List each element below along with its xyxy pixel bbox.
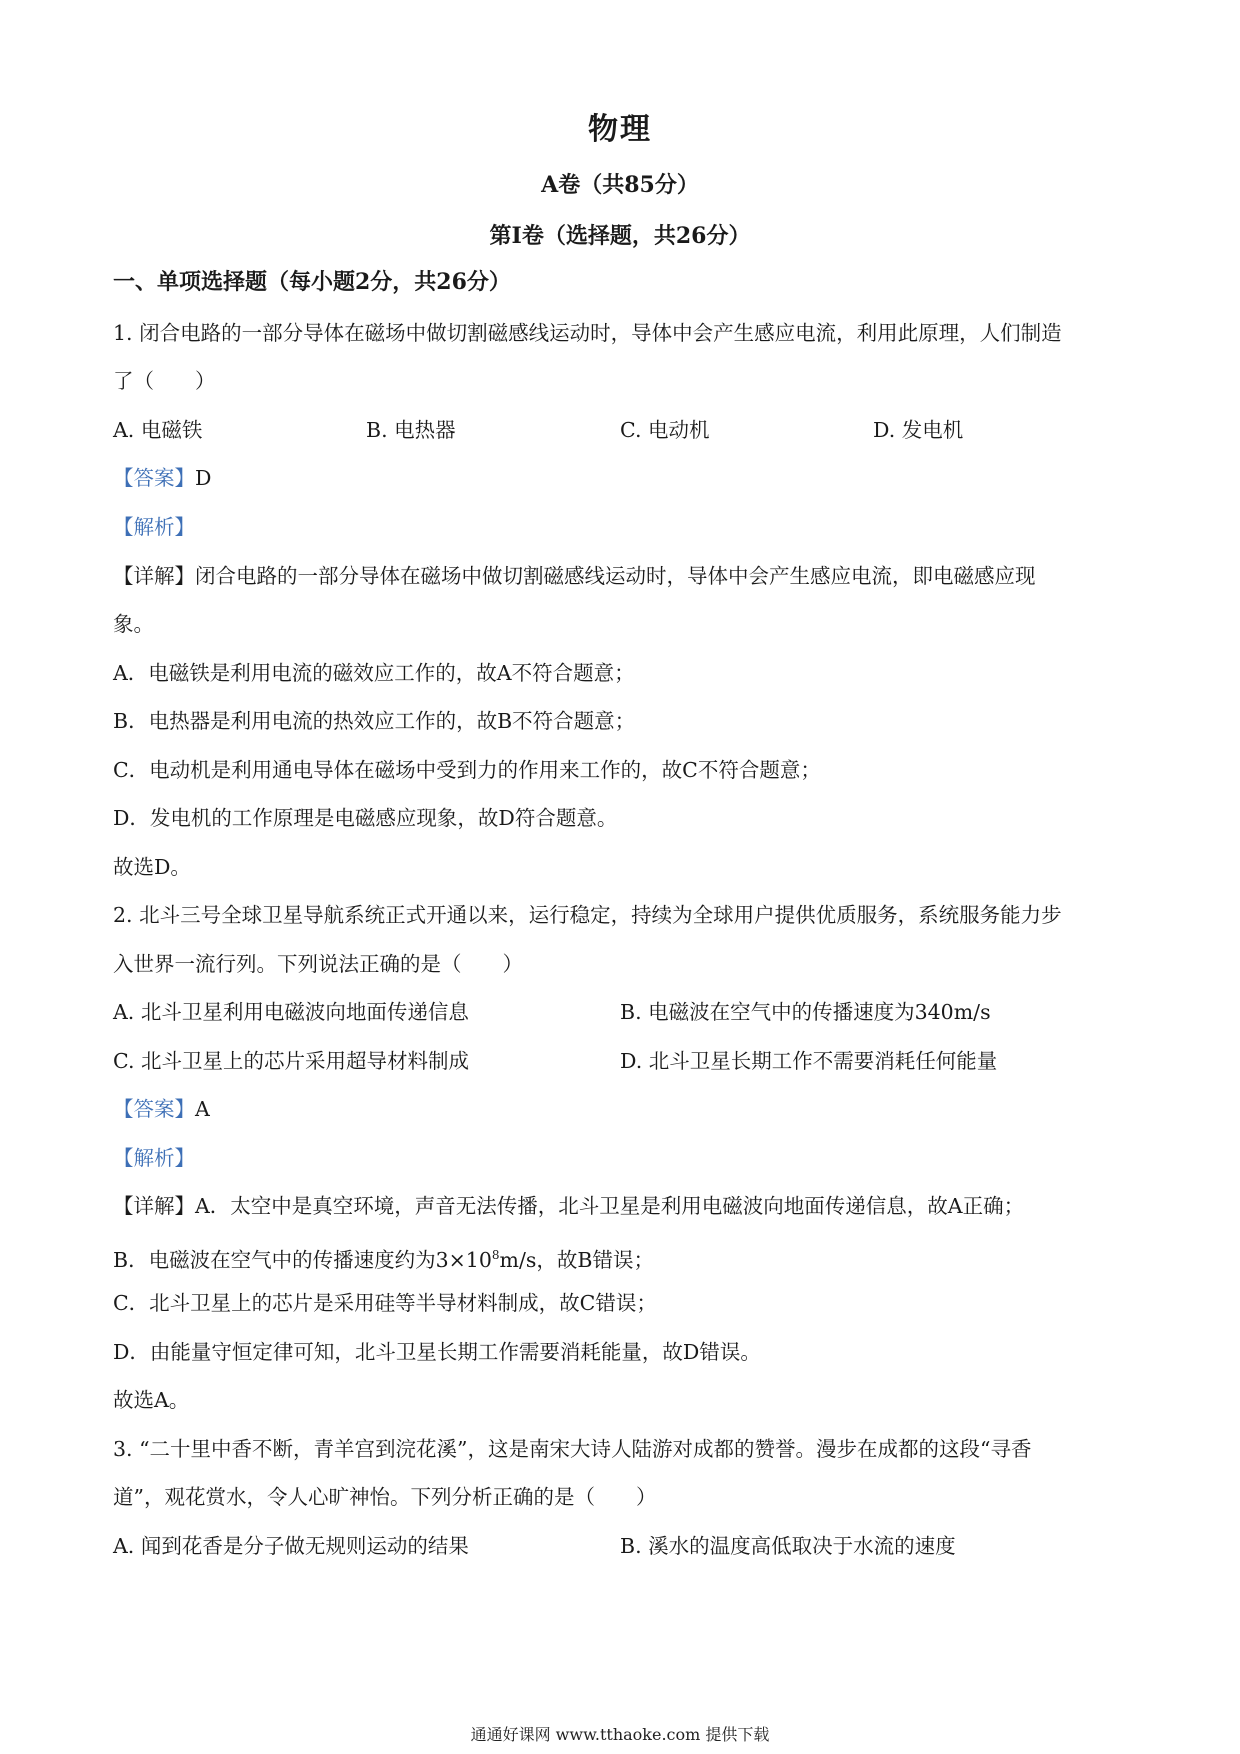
q1-option-d: D. 发电机 [873, 418, 964, 442]
q1-detail-line-2: 象。 [113, 612, 154, 636]
q2-option-b: B. 电磁波在空气中的传播速度为340m/s [620, 1000, 991, 1024]
part-i-heading: 第I卷（选择题，共26分） [489, 223, 751, 249]
q1-stem-line-1: 1. 闭合电路的一部分导体在磁场中做切割磁感线运动时，导体中会产生感应电流，利用此原理，人们制造 [113, 321, 1062, 345]
q2-detail-line-1 [113, 1191, 1024, 1221]
detail-tag: 【详解】 [113, 564, 195, 588]
q1-analysis-tag: 【解析】 [113, 515, 195, 539]
answer-value: A [195, 1097, 210, 1121]
q1-detail-line-1 [113, 561, 1036, 591]
q1-option-c: C. 电动机 [620, 418, 710, 442]
answer-tag: 【答案】 [113, 466, 195, 490]
q1-explain-c: C．电动机是利用通电导体在磁场中受到力的作用来工作的，故C不符合题意； [113, 758, 821, 782]
q3-stem-line-2: 道”，观花赏水，令人心旷神怡。下列分析正确的是（ ） [113, 1485, 657, 1509]
q1-stem-line-2: 了（ ） [113, 369, 216, 393]
q2-option-c: C. 北斗卫星上的芯片采用超导材料制成 [113, 1049, 469, 1073]
q2-stem-line-1: 2. 北斗三号全球卫星导航系统正式开通以来，运行稳定，持续为全球用户提供优质服务，系统服务能力步 [113, 903, 1062, 927]
q2-option-d: D. 北斗卫星长期工作不需要消耗任何能量 [620, 1049, 998, 1073]
q3-option-b: B. 溪水的温度高低取决于水流的速度 [620, 1534, 956, 1558]
page-footer: 通通好课网 www.tthaoke.com 提供下载 [470, 1725, 770, 1744]
q2-stem-line-2: 入世界一流行列。下列说法正确的是（ ） [113, 952, 523, 976]
q1-explain-d: D．发电机的工作原理是电磁感应现象，故D符合题意。 [113, 806, 618, 830]
detail-tag: 【详解】 [113, 1194, 195, 1218]
answer-tag: 【答案】 [113, 1097, 195, 1121]
answer-value: D [195, 466, 212, 490]
exponent: 8 [491, 1248, 500, 1262]
section-heading: 一、单项选择题（每小题2分，共26分） [113, 269, 511, 295]
part-a-heading: A卷（共85分） [541, 172, 699, 198]
explain-b-pre: B．电磁波在空气中的传播速度约为3×10 [113, 1248, 492, 1272]
q2-conclusion: 故选A。 [113, 1388, 190, 1412]
q2-explain-d: D．由能量守恒定律可知，北斗卫星长期工作需要消耗能量，故D错误。 [113, 1340, 761, 1364]
q2-answer [113, 1094, 210, 1124]
q2-explain-c: C．北斗卫星上的芯片是采用硅等半导材料制成，故C错误； [113, 1291, 657, 1315]
q1-explain-a: A．电磁铁是利用电流的磁效应工作的，故A不符合题意； [113, 661, 635, 685]
q1-option-a: A. 电磁铁 [113, 418, 203, 442]
detail-text: 闭合电路的一部分导体在磁场中做切割磁感线运动时，导体中会产生感应电流，即电磁感应现 [195, 564, 1036, 588]
q1-explain-b: B．电热器是利用电流的热效应工作的，故B不符合题意； [113, 709, 636, 733]
detail-text: A．太空中是真空环境，声音无法传播，北斗卫星是利用电磁波向地面传递信息，故A正确； [195, 1194, 1025, 1218]
page-title: 物理 [588, 112, 652, 147]
q2-analysis-tag: 【解析】 [113, 1146, 195, 1170]
q2-explain-b [113, 1240, 654, 1275]
q3-stem-line-1: 3. “二十里中香不断，青羊宫到浣花溪”，这是南宋大诗人陆游对成都的赞誉。漫步在成都的这段“寻香 [113, 1437, 1032, 1461]
q1-option-b: B. 电热器 [366, 418, 456, 442]
explain-b-post: m/s，故B错误； [499, 1248, 654, 1272]
q2-option-a: A. 北斗卫星利用电磁波向地面传递信息 [113, 1000, 469, 1024]
q1-answer [113, 463, 211, 493]
q3-option-a: A. 闻到花香是分子做无规则运动的结果 [113, 1534, 469, 1558]
q1-conclusion: 故选D。 [113, 855, 191, 879]
